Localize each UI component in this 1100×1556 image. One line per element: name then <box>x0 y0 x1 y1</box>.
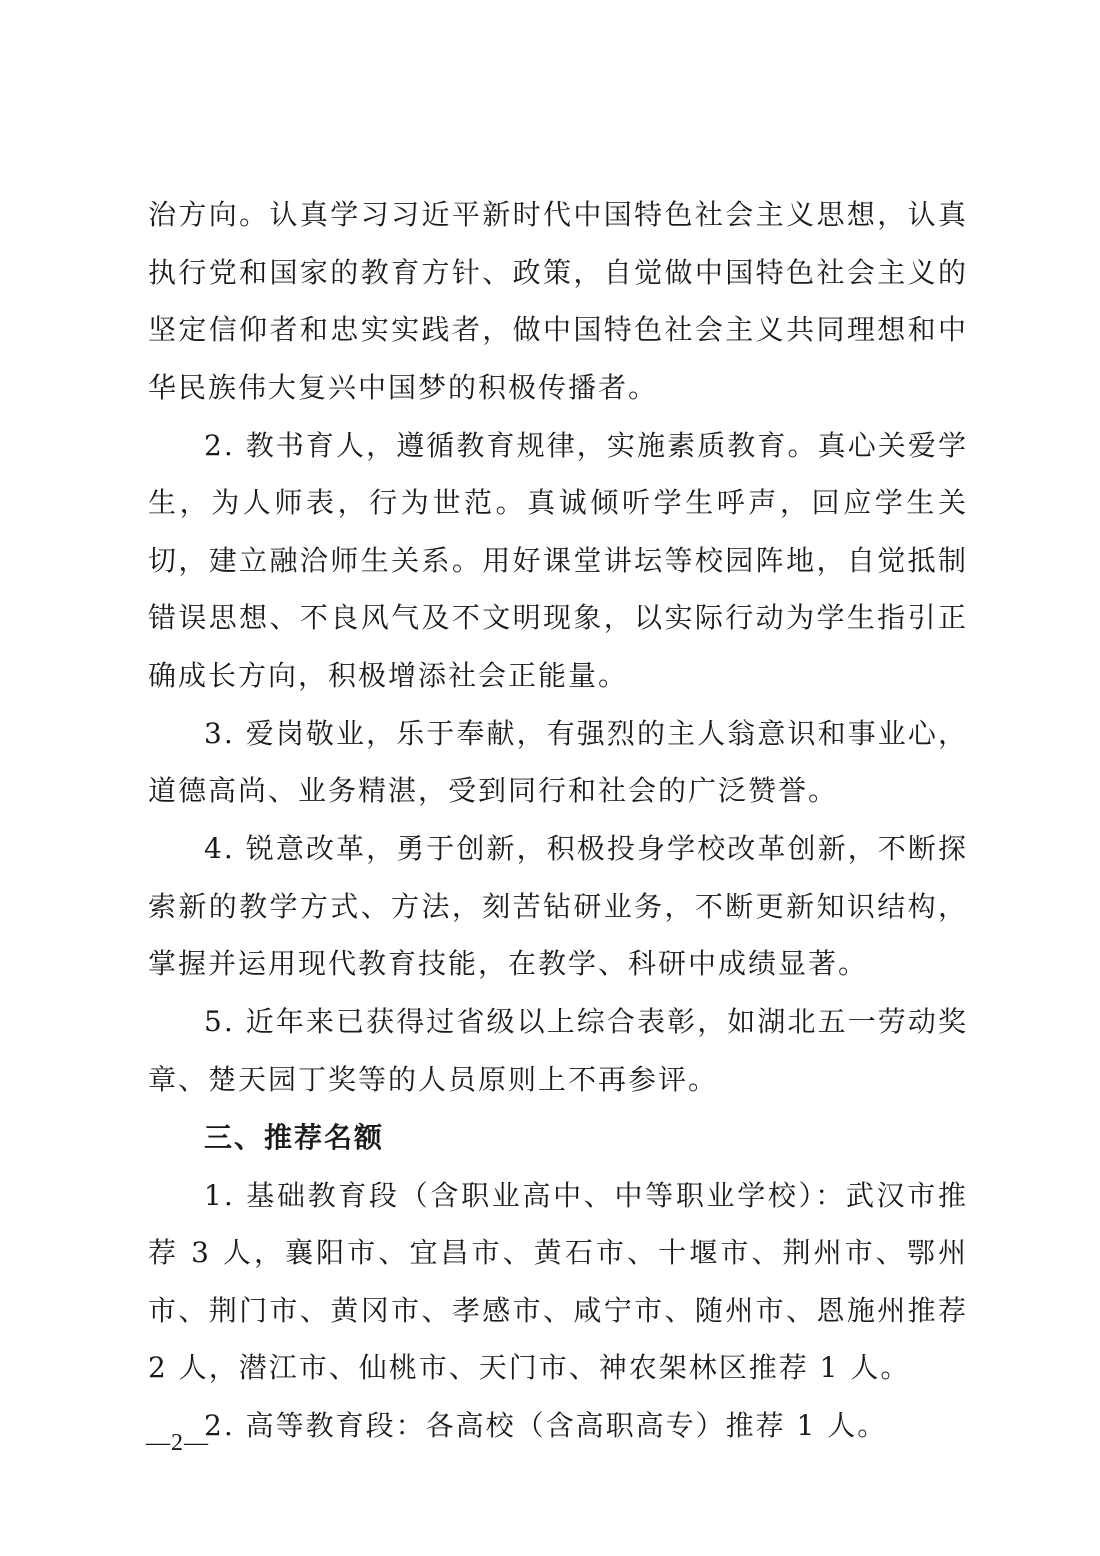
quota-item-1: 1. 基础教育段（含职业高中、中等职业学校）：武汉市推荐 3 人，襄阳市、宜昌市、黄石市、十堰市、荆州市、鄂州市、荆门市、黄冈市、孝感市、咸宁市、随州市、恩施州推荐 2 人，潜江市、仙桃市、天门市、神农架林区推荐 1 人。 <box>148 1178 968 1384</box>
paragraph-item-3: 3. 爱岗敬业，乐于奉献，有强烈的主人翁意识和事业心，道德高尚、业务精湛，受到同行和社会的广泛赞誉。 <box>148 716 968 807</box>
section-heading: 三、推荐名额 <box>204 1120 385 1154</box>
paragraph-item-2: 2. 教书育人，遵循教育规律，实施素质教育。真心关爱学生，为人师表，行为世范。真诚倾听学生呼声，回应学生关切，建立融洽师生关系。用好课堂讲坛等校园阵地，自觉抵制错误思想、不良风气及不文明现象，以实际行动为学生指引正确成长方向，积极增添社会正能量。 <box>148 428 968 692</box>
page-number: —2— <box>146 1430 209 1456</box>
paragraph-item-4: 4. 锐意改革，勇于创新，积极投身学校改革创新，不断探索新的教学方式、方法，刻苦钻研业务，不断更新知识结构，掌握并运用现代教育技能，在教学、科研中成绩显著。 <box>148 832 968 980</box>
quota-item-2: 2. 高等教育段：各高校（含高职高专）推荐 1 人。 <box>204 1409 888 1442</box>
document-body <box>148 186 968 1455</box>
paragraph-item-5: 5. 近年来已获得过省级以上综合表彰，如湖北五一劳动奖章、楚天园丁奖等的人员原则上不再参评。 <box>148 1005 968 1096</box>
paragraph-continuation: 治方向。认真学习习近平新时代中国特色社会主义思想，认真执行党和国家的教育方针、政策，自觉做中国特色社会主义的坚定信仰者和忠实实践者，做中国特色社会主义共同理想和中华民族伟大复兴中国梦的积极传播者。 <box>148 198 968 404</box>
